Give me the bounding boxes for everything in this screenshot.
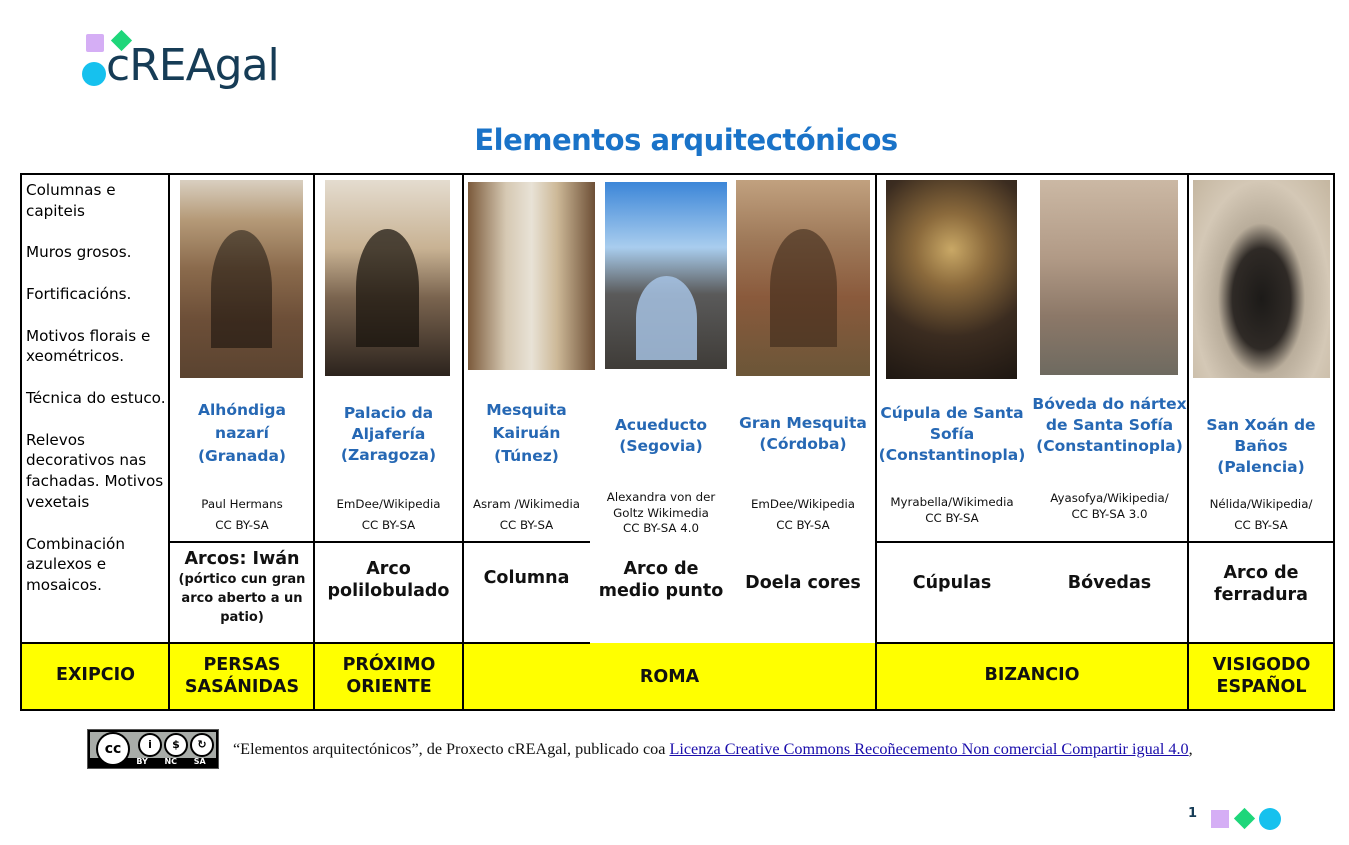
element-columna: Columna xyxy=(483,568,570,588)
photo-aljaferia xyxy=(325,180,450,376)
period-visigodo-espanol: VISIGODO ESPAÑOL xyxy=(1212,655,1311,697)
feature-item: Fortificacións. xyxy=(26,284,132,303)
element-arcos-iwan: Arcos: Iwán (pórtico cun gran arco aberto a un patio) xyxy=(178,549,306,625)
nc-dollar-icon: $ xyxy=(164,733,188,757)
cc-license-badge xyxy=(87,729,219,769)
cc-icon: cc xyxy=(96,732,130,766)
credit-alhondiga: Paul Hermans CC BY-SA xyxy=(201,497,283,532)
credit-aljaferia: EmDee/Wikipedia CC BY-SA xyxy=(336,497,441,532)
photo-cordoba xyxy=(736,180,870,376)
credit-kairuan: Asram /Wikimedia CC BY-SA xyxy=(472,497,581,532)
period-exipcio: EXIPCIO xyxy=(55,665,135,685)
logo-square-icon xyxy=(86,34,104,52)
sa-share-icon: ↻ xyxy=(190,733,214,757)
caption-cordoba: Gran Mesquita (Córdoba) xyxy=(739,414,867,453)
feature-item: Motivos florais e xeométricos. xyxy=(26,326,151,366)
features-list xyxy=(26,180,166,617)
credit-santa-sofia-narthex: Ayasofya/Wikipedia/ CC BY-SA 3.0 xyxy=(1050,491,1169,521)
credit-segovia: Alexandra von der Goltz Wikimedia CC BY-SA 4.0 xyxy=(606,490,716,535)
feature-item: Relevos decorativos nas fachadas. Motivos vexetais xyxy=(26,430,164,511)
caption-santa-sofia-narthex: Bóveda do nártex de Santa Sofía (Constantinopla) xyxy=(1032,395,1187,455)
page-title: Elementos arquitectónicos xyxy=(474,123,898,157)
caption-segovia: Acueducto (Segovia) xyxy=(614,416,708,455)
feature-item: Combinación azulexos e mosaicos. xyxy=(26,534,125,595)
cc-label: NC xyxy=(164,757,178,766)
feature-item: Muros grosos. xyxy=(26,243,132,262)
period-bizancio: BIZANCIO xyxy=(984,665,1080,685)
by-person-icon: i xyxy=(138,733,162,757)
cc-label: SA xyxy=(193,757,206,766)
element-cupulas: Cúpulas xyxy=(912,573,992,593)
page-number: 1 xyxy=(1188,806,1198,821)
feature-item: Técnica do estuco. xyxy=(26,388,166,407)
credit-san-xoan-banos: Nélida/Wikipedia/ CC BY-SA xyxy=(1209,497,1313,532)
license-link[interactable]: Licenza Creative Commons Recoñecemento Non comercial Compartir igual 4.0 xyxy=(669,740,1189,758)
element-arco-ferradura: Arco de ferradura xyxy=(1214,563,1308,605)
credit-cordoba: EmDee/Wikipedia CC BY-SA xyxy=(750,497,856,532)
element-arco-medio-punto: Arco de medio punto xyxy=(598,559,724,601)
caption-santa-sofia-cupula: Cúpula de Santa Sofía (Constantinopla) xyxy=(878,404,1026,464)
creagal-logo xyxy=(82,30,302,100)
element-bovedas: Bóvedas xyxy=(1067,573,1152,593)
photo-kairuan xyxy=(468,182,595,370)
period-roma: ROMA xyxy=(639,667,700,687)
footer-circle-icon xyxy=(1259,808,1281,830)
caption-san-xoan-banos: San Xoán de Baños (Palencia) xyxy=(1206,416,1316,476)
photo-santa-sofia-cupula xyxy=(886,180,1017,379)
caption-kairuan: Mesquita Kairuán (Túnez) xyxy=(486,401,567,465)
photo-santa-sofia-narthex xyxy=(1040,180,1178,375)
cc-label: BY xyxy=(136,757,148,766)
logo-circle-icon xyxy=(82,62,106,86)
period-persas-sasanidas: PERSAS SASÁNIDAS xyxy=(184,655,300,697)
element-doela-cores: Doela cores xyxy=(745,573,861,593)
footer-diamond-icon xyxy=(1234,808,1255,829)
footer-square-icon xyxy=(1211,810,1229,828)
logo-text: cREAgal xyxy=(106,40,279,91)
caption-alhondiga: Alhóndiga nazarí (Granada) xyxy=(197,401,287,465)
photo-alhondiga xyxy=(180,180,303,378)
element-arco-polilobulado: Arco polilobulado xyxy=(327,559,450,601)
photo-san-xoan-banos xyxy=(1193,180,1330,378)
photo-segovia xyxy=(605,182,727,369)
feature-item: Columnas e capiteis xyxy=(26,181,116,220)
period-proximo-oriente: PRÓXIMO ORIENTE xyxy=(342,655,436,697)
caption-aljaferia: Palacio da Aljafería (Zaragoza) xyxy=(340,404,437,464)
license-text: “Elementos arquitectónicos”, de Proxecto cREAgal, publicado coa Licenza Creative Commons Recoñecemento Non comercial Compartir igual 4.0, xyxy=(233,740,1193,758)
credit-santa-sofia-cupula: Myrabella/Wikimedia CC BY-SA xyxy=(890,495,1014,525)
